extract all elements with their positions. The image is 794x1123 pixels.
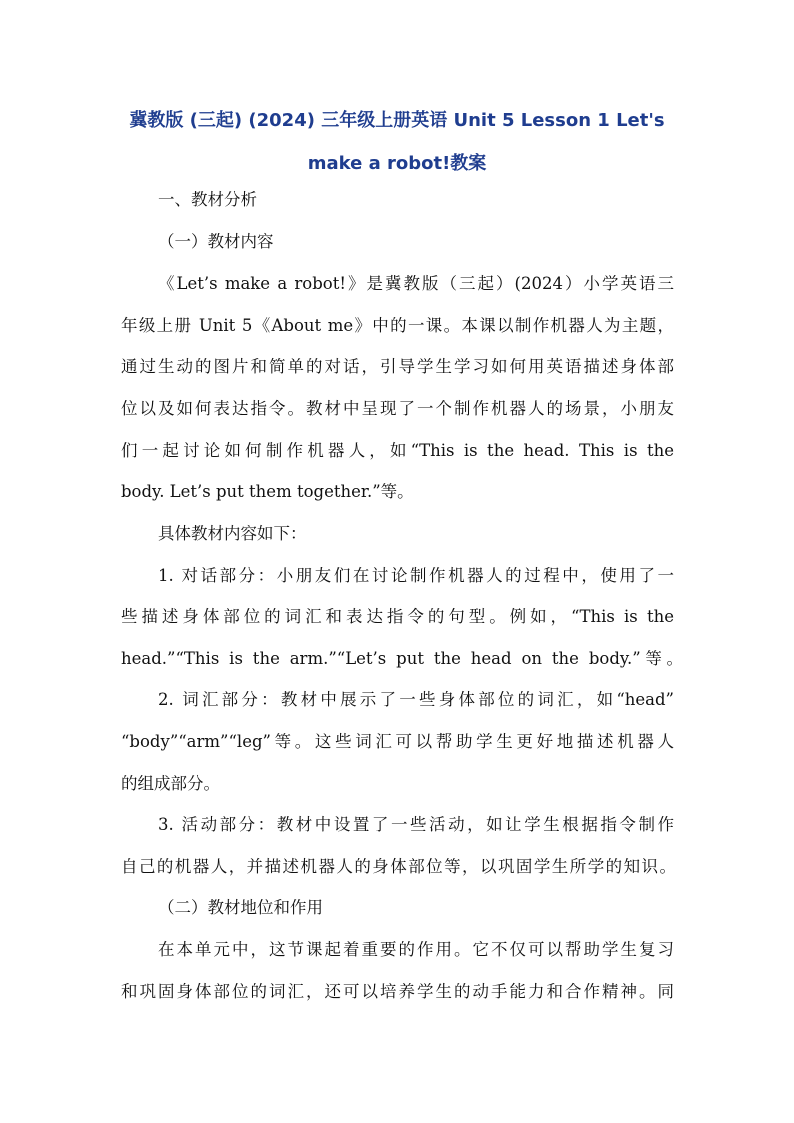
paragraph-line: 位以及如何表达指令。教材中呈现了一个制作机器人的场景，小朋友 — [121, 399, 674, 418]
list-item-line: head.”“This is the arm.”“Let’s put the head on the body.”等。 — [121, 649, 683, 668]
document-title-line-2: make a robot!教案 — [307, 153, 487, 174]
paragraph-line: 通过生动的图片和简单的对话，引导学生学习如何用英语描述身体部 — [121, 357, 674, 376]
paragraph-line: 和巩固身体部位的词汇，还可以培养学生的动手能力和合作精神。同 — [121, 982, 674, 1001]
section-heading: 一、教材分析 — [158, 190, 257, 209]
paragraph-line: 们一起讨论如何制作机器人，如“This is the head. This is the — [121, 441, 674, 460]
list-item-line: 2. 词汇部分：教材中展示了一些身体部位的词汇，如“head” — [158, 690, 674, 709]
document-title-line-1: 冀教版 (三起) (2024) 三年级上册英语 Unit 5 Lesson 1 Let's — [129, 110, 665, 131]
subsection-heading: （一）教材内容 — [158, 232, 274, 251]
list-item-line: 的组成部分。 — [121, 774, 220, 793]
paragraph-line: 年级上册 Unit 5《About me》中的一课。本课以制作机器人为主题， — [121, 316, 674, 335]
paragraph-line: 具体教材内容如下： — [158, 524, 307, 543]
list-item-line: 3. 活动部分：教材中设置了一些活动，如让学生根据指令制作 — [158, 815, 674, 834]
subsection-heading: （二）教材地位和作用 — [158, 898, 323, 917]
paragraph-line: body. Let’s put them together.”等。 — [121, 482, 414, 501]
paragraph-line: 《Let’s make a robot!》是冀教版（三起）(2024）小学英语三 — [158, 274, 674, 293]
list-item-line: 1. 对话部分：小朋友们在讨论制作机器人的过程中，使用了一 — [158, 566, 674, 585]
paragraph-line: 在本单元中，这节课起着重要的作用。它不仅可以帮助学生复习 — [158, 940, 674, 959]
list-item-line: 些描述身体部位的词汇和表达指令的句型。例如，“This is the — [121, 607, 674, 626]
list-item-line: 自己的机器人，并描述机器人的身体部位等，以巩固学生所学的知识。 — [121, 857, 676, 876]
list-item-line: “body”“arm”“leg”等。这些词汇可以帮助学生更好地描述机器人 — [121, 732, 674, 751]
